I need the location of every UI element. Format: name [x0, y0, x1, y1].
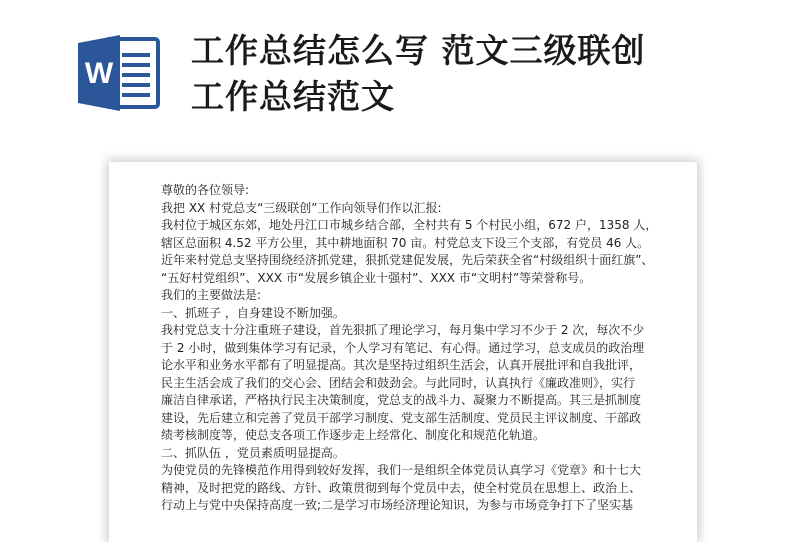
document-line: 论水平和业务水平都有了明显提高。其次是坚持过组织生活会，认真开展批评和自我批评， — [161, 358, 642, 372]
document-preview-page — [109, 162, 697, 542]
document-body — [161, 182, 658, 515]
document-line: “五好村党组织”、XXX 市“发展乡镇企业十强村”、XXX 市“文明村”等荣誉称号。 — [161, 270, 592, 285]
word-document-icon — [76, 33, 164, 113]
page-header — [0, 0, 800, 150]
document-line: 建设，先后建立和完善了党员干部学习制度、党支部生活制度、党员民主评议制度、干部政 — [161, 410, 642, 425]
document-line: 二、抓队伍 ，党员素质明显提高。 — [161, 445, 345, 460]
document-line: 我村党总支十分注重班子建设，首先狠抓了理论学习，每月集中学习不少于 2 次，每次不少 — [161, 323, 645, 337]
document-line: 精神，及时把党的路线、方针、政策贯彻到每个党员中去，使全村党员在思想上、政治上、 — [161, 480, 642, 495]
document-line: 绩考核制度等，使总支各项工作逐步走上经常化、制度化和规范化轨道。 — [161, 428, 546, 442]
document-line: 尊敬的各位领导: — [161, 183, 250, 197]
document-line: 我村位于城区东郊，地处丹江口市城乡结合部，全村共有 5 个村民小组，672 户，1358 人， — [161, 218, 658, 232]
page-title-line-2: 工作总结范文 — [191, 77, 395, 116]
document-line: 辖区总面积 4.52 平方公里，其中耕地面积 70 亩。村党总支下设三个支部，有党员 46 人。 — [161, 235, 650, 250]
document-line: 我把 XX 村党总支“三级联创”工作向领导们作以汇报: — [161, 200, 442, 215]
document-line: 民主生活会成了我们的交心会、团结会和鼓劲会。与此同时，认真执行《廉政准则》，实行 — [161, 375, 636, 390]
document-line: 于 2 小时，做到集体学习有记录，个人学习有笔记、有心得。通过学习，总支成员的政治理 — [161, 340, 645, 355]
document-line: 为使党员的先锋模范作用得到较好发挥，我们一是组织全体党员认真学习《党章》和十七大 — [161, 463, 642, 477]
document-line: 行动上与党中央保持高度一致;二是学习市场经济理论知识，为参与市场竞争打下了坚实基 — [161, 498, 634, 512]
document-line: 廉洁自律承诺，严格执行民主决策制度，党总支的战斗力、凝聚力不断提高。其三是抓制度 — [161, 393, 642, 407]
document-line: 一、抓班子 ，自身建设不断加强。 — [161, 305, 345, 320]
page-title-line-1: 工作总结怎么写 范文三级联创 — [191, 31, 646, 70]
page-title — [191, 28, 751, 120]
document-line: 近年来村党总支坚持围绕经济抓党建，狠抓党建促发展，先后荣获全省“村级组织十面红旗”、 — [161, 253, 654, 267]
word-icon-letter: W — [84, 57, 114, 90]
document-line: 我们的主要做法是: — [161, 288, 262, 302]
